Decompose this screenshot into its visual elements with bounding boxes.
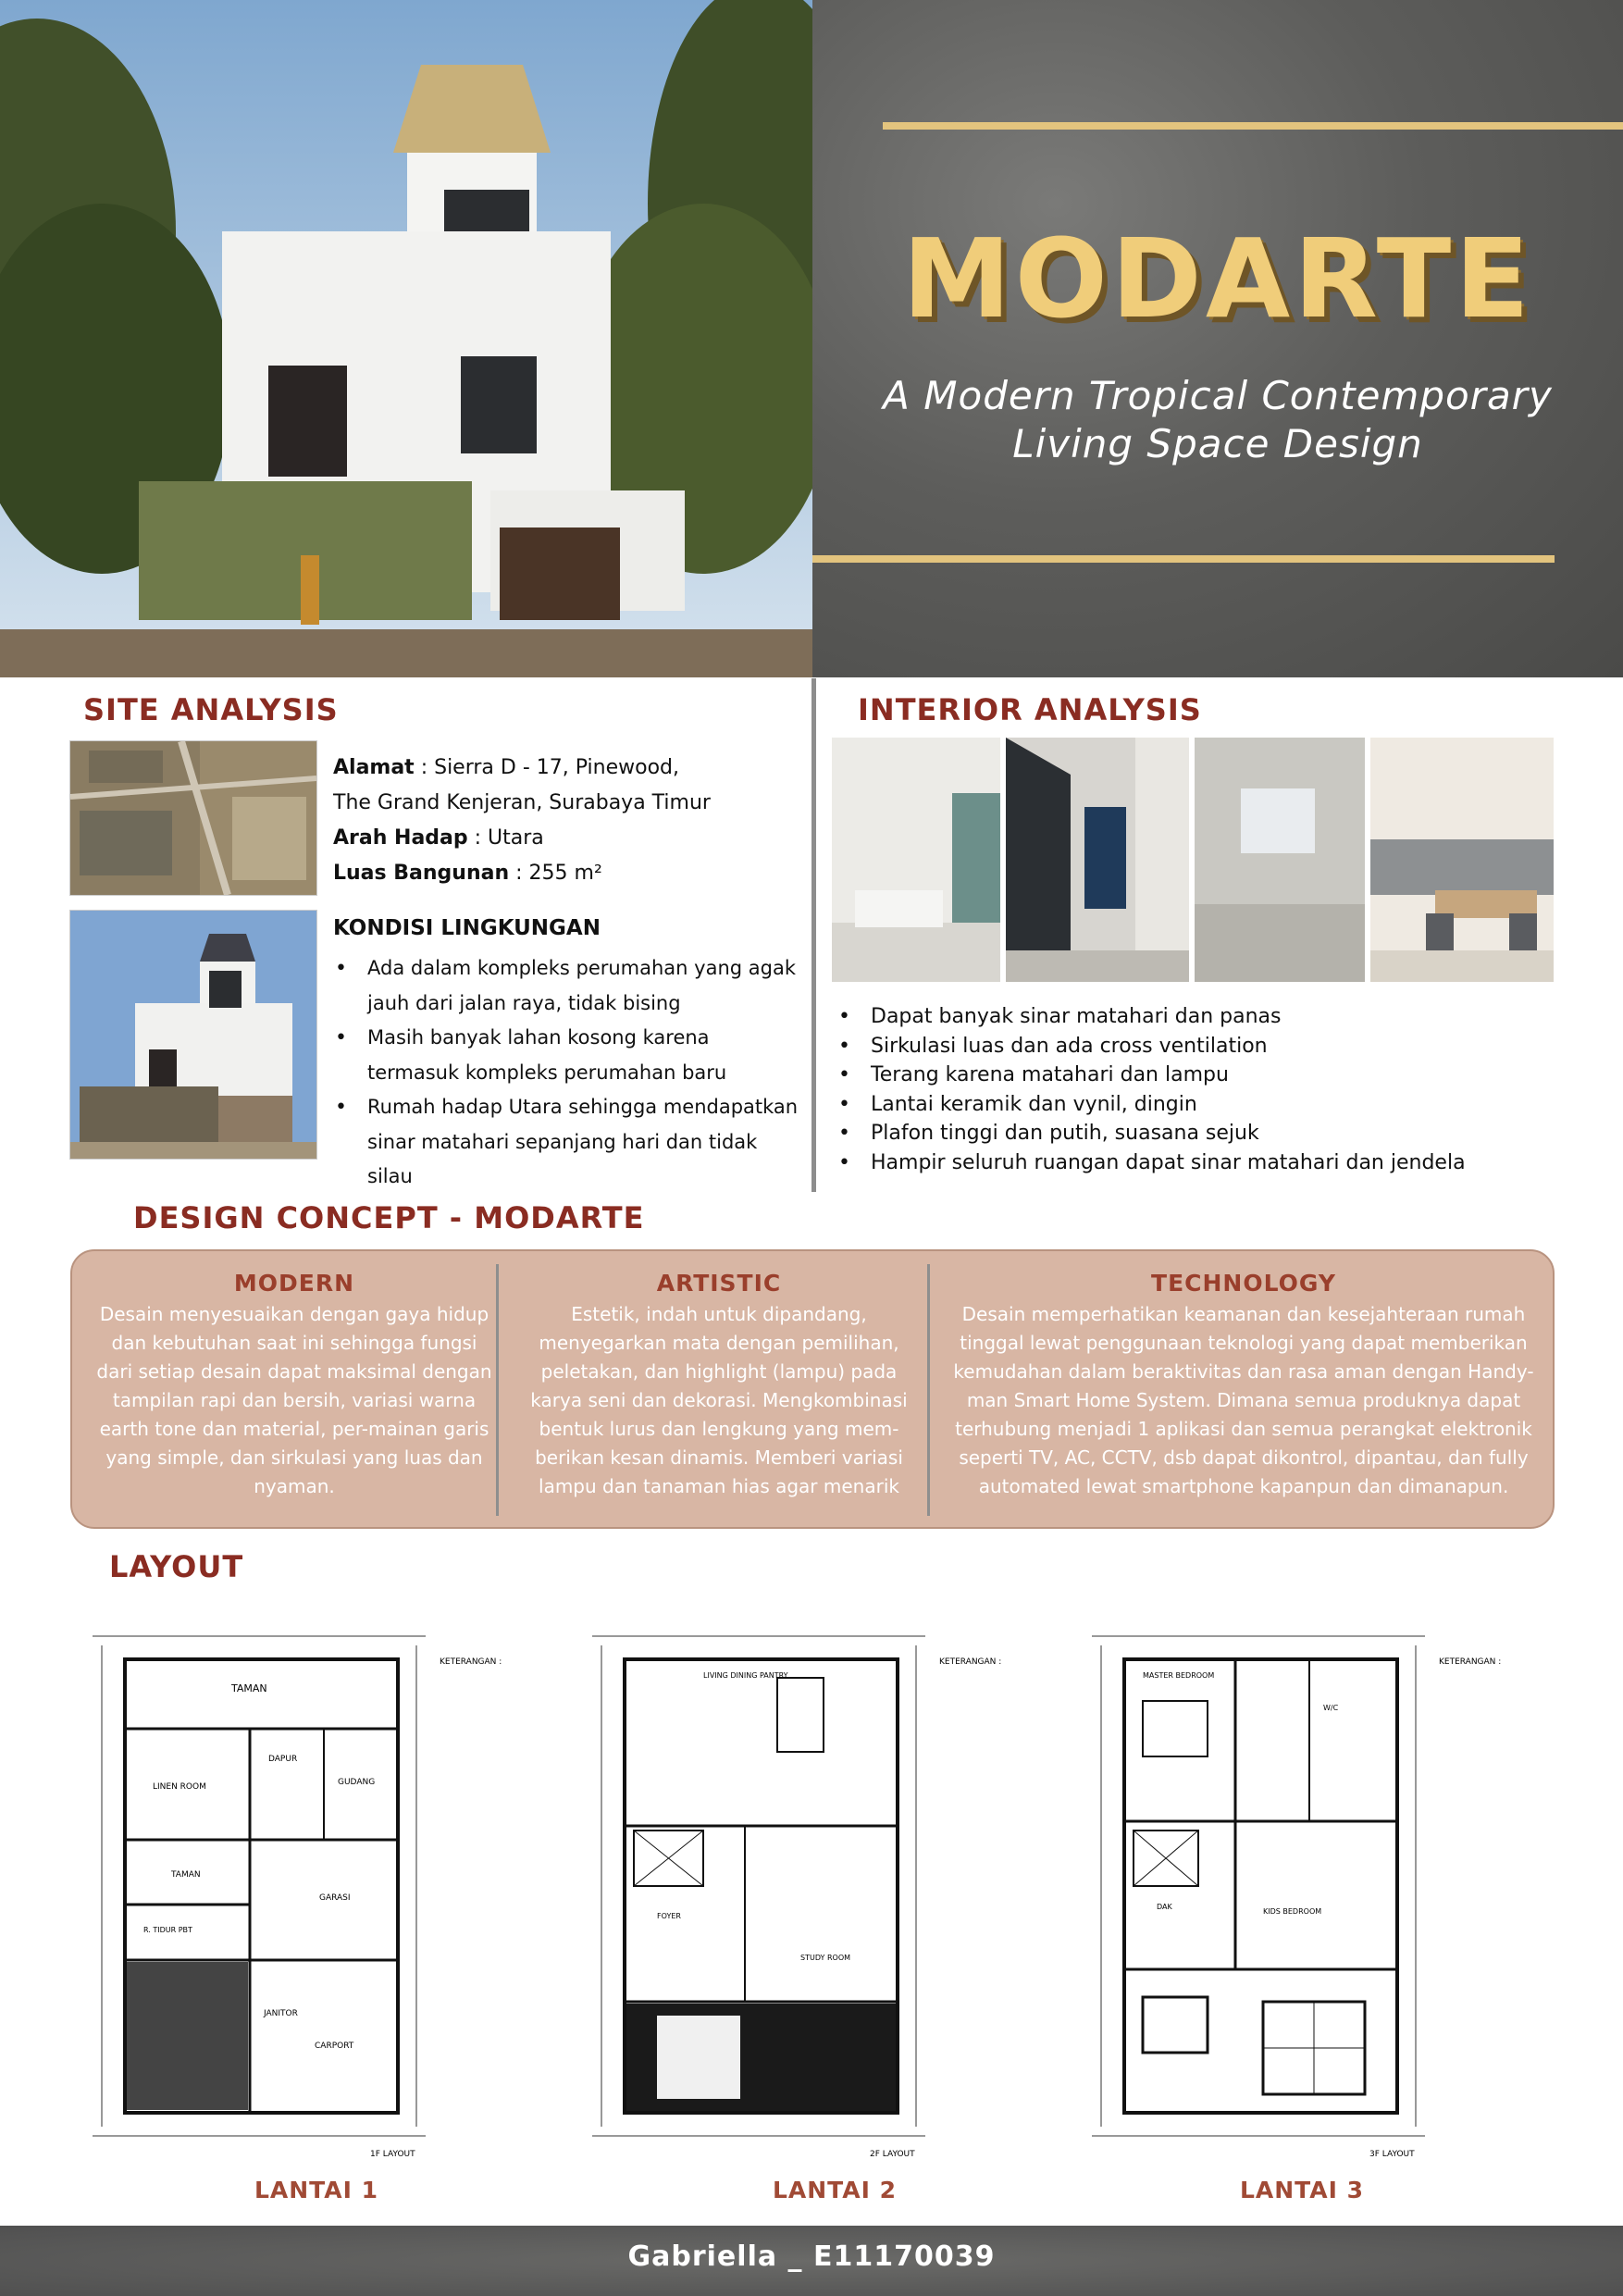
arah-value: : Utara xyxy=(467,826,544,850)
layout-heading: LAYOUT xyxy=(109,1549,244,1584)
floor-plan-1 xyxy=(74,1590,537,2167)
hero-render-photo xyxy=(0,0,812,677)
interior-list xyxy=(836,1002,1540,1177)
plan-footer: 3F LAYOUT xyxy=(1369,2150,1415,2159)
plan-legend: KETERANGAN : xyxy=(440,1657,502,1667)
room-label: LIVING DINING PANTRY xyxy=(703,1671,788,1680)
list-item: • Masih banyak lahan kosong karena termasuk kompleks perumahan baru xyxy=(333,1021,805,1090)
interior-photo-dining xyxy=(1370,738,1554,982)
room-label: CARPORT xyxy=(315,2042,354,2051)
site-aerial-map xyxy=(69,740,317,896)
plan-footer: 2F LAYOUT xyxy=(870,2150,915,2159)
room-label: TAMAN xyxy=(171,1870,201,1880)
project-subtitle xyxy=(812,372,1623,468)
plan-footer: 1F LAYOUT xyxy=(370,2150,415,2159)
list-item: • Lantai keramik dan vynil, dingin xyxy=(836,1090,1540,1120)
concept-artistic xyxy=(516,1270,922,1501)
concept-text: Desain memperhatikan keamanan dan kesejahteraan rumah tinggal lewat penggunaan teknologi yang dapat memberikan kemudahan dalam beraktivitas dan rasa aman dengan Handy-man Smart Home System. Dimana semua produknya dapat terhubung menjadi 1 aplikasi dan semua perangkat elektronik seperti TV, AC, CCTV, dsb dapat dikontrol, dipantau, dan fully automated lewat smartphone kapanpun dan dimanapun. xyxy=(953,1303,1534,1497)
kondisi-list xyxy=(333,951,805,1195)
luas-label: Luas Bangunan xyxy=(333,862,510,885)
room-label: GARASI xyxy=(319,1893,351,1903)
concept-modern xyxy=(91,1270,498,1501)
bottom-gold-line xyxy=(812,555,1555,563)
footer-bar xyxy=(0,2226,1623,2296)
concept-technology xyxy=(948,1270,1540,1501)
concept-title: MODERN xyxy=(233,1270,355,1297)
plan-legend: KETERANGAN : xyxy=(1439,1657,1502,1667)
room-label: W/C xyxy=(1323,1704,1339,1712)
subtitle-line-2: Living Space Design xyxy=(1012,421,1423,466)
site-analysis-heading: SITE ANALYSIS xyxy=(83,692,339,727)
luas-value: : 255 m² xyxy=(509,862,602,885)
list-item: • Hampir seluruh ruangan dapat sinar matahari dan jendela xyxy=(836,1148,1540,1178)
alamat-label: Alamat xyxy=(333,756,415,779)
project-title: MODARTE xyxy=(902,215,1533,342)
interior-photo-corridor xyxy=(1006,738,1189,982)
floor-plan-3 xyxy=(1073,1590,1536,2167)
alamat-value-1: : Sierra D - 17, Pinewood, xyxy=(414,756,679,779)
concept-text: Estetik, indah untuk dipandang, menyegarkan mata dengan pemilihan, peletakan, dan highlight (lampu) pada karya seni dan dekorasi. Mengkombinasi bentuk lurus dan lengkung yang mem-berikan kesan dinamis. Memberi variasi lampu dan tanaman hias agar menarik xyxy=(530,1303,908,1497)
list-item: • Sirkulasi luas dan ada cross ventilation xyxy=(836,1032,1540,1061)
design-concept-box xyxy=(70,1249,1555,1529)
room-label: FOYER xyxy=(657,1912,681,1920)
list-item: • Ada dalam kompleks perumahan yang agak jauh dari jalan raya, tidak bising xyxy=(333,951,805,1021)
arah-label: Arah Hadap xyxy=(333,826,468,850)
list-item: • Terang karena matahari dan lampu xyxy=(836,1061,1540,1090)
interior-photo-pantry xyxy=(832,738,1000,982)
site-info xyxy=(333,751,796,891)
room-label: TAMAN xyxy=(231,1682,267,1694)
concept-separator xyxy=(927,1264,930,1516)
site-house-photo xyxy=(69,910,317,1160)
subtitle-line-1: A Modern Tropical Contemporary xyxy=(883,373,1553,418)
kondisi-lingkungan-title: KONDISI LINGKUNGAN xyxy=(333,916,601,940)
room-label: LINEN ROOM xyxy=(153,1782,206,1792)
room-label: R. TIDUR PBT xyxy=(143,1926,192,1934)
room-label: DAK xyxy=(1157,1903,1172,1911)
lantai-1-label: LANTAI 1 xyxy=(254,2177,379,2203)
design-concept-heading: DESIGN CONCEPT - MODARTE xyxy=(133,1200,645,1235)
room-label: MASTER BEDROOM xyxy=(1143,1671,1215,1680)
interior-photo-room xyxy=(1195,738,1365,982)
room-label: GUDANG xyxy=(338,1778,376,1787)
interior-analysis-heading: INTERIOR ANALYSIS xyxy=(858,692,1202,727)
author-name: Gabriella _ E11170039 xyxy=(627,2240,996,2273)
list-item: • Plafon tinggi dan putih, suasana sejuk xyxy=(836,1119,1540,1148)
room-label: JANITOR xyxy=(264,2009,298,2018)
concept-title: TECHNOLOGY xyxy=(1151,1270,1336,1297)
floor-plan-2 xyxy=(574,1590,1036,2167)
alamat-value-2: The Grand Kenjeran, Surabaya Timur xyxy=(333,791,711,814)
hero-title-panel xyxy=(812,0,1623,677)
section-divider xyxy=(812,678,816,1192)
top-gold-line xyxy=(883,122,1623,130)
concept-title: ARTISTIC xyxy=(656,1270,782,1297)
room-label: DAPUR xyxy=(268,1755,298,1764)
lantai-2-label: LANTAI 2 xyxy=(772,2177,898,2203)
concept-separator xyxy=(496,1264,499,1516)
concept-text: Desain menyesuaikan dengan gaya hidup dan kebutuhan saat ini sehingga fungsi dari setiap desain dapat maksimal dengan tampilan rapi dan bersih, variasi warna earth tone dan material, per-mainan garis yang simple, dan sirkulasi yang luas dan nyaman. xyxy=(96,1303,492,1497)
list-item: • Rumah hadap Utara sehingga mendapatkan sinar matahari sepanjang hari dan tidak silau xyxy=(333,1090,805,1195)
room-label: STUDY ROOM xyxy=(800,1954,851,1962)
plan-legend: KETERANGAN : xyxy=(939,1657,1002,1667)
room-label: KIDS BEDROOM xyxy=(1263,1907,1322,1916)
list-item: • Dapat banyak sinar matahari dan panas xyxy=(836,1002,1540,1032)
lantai-3-label: LANTAI 3 xyxy=(1239,2177,1365,2203)
